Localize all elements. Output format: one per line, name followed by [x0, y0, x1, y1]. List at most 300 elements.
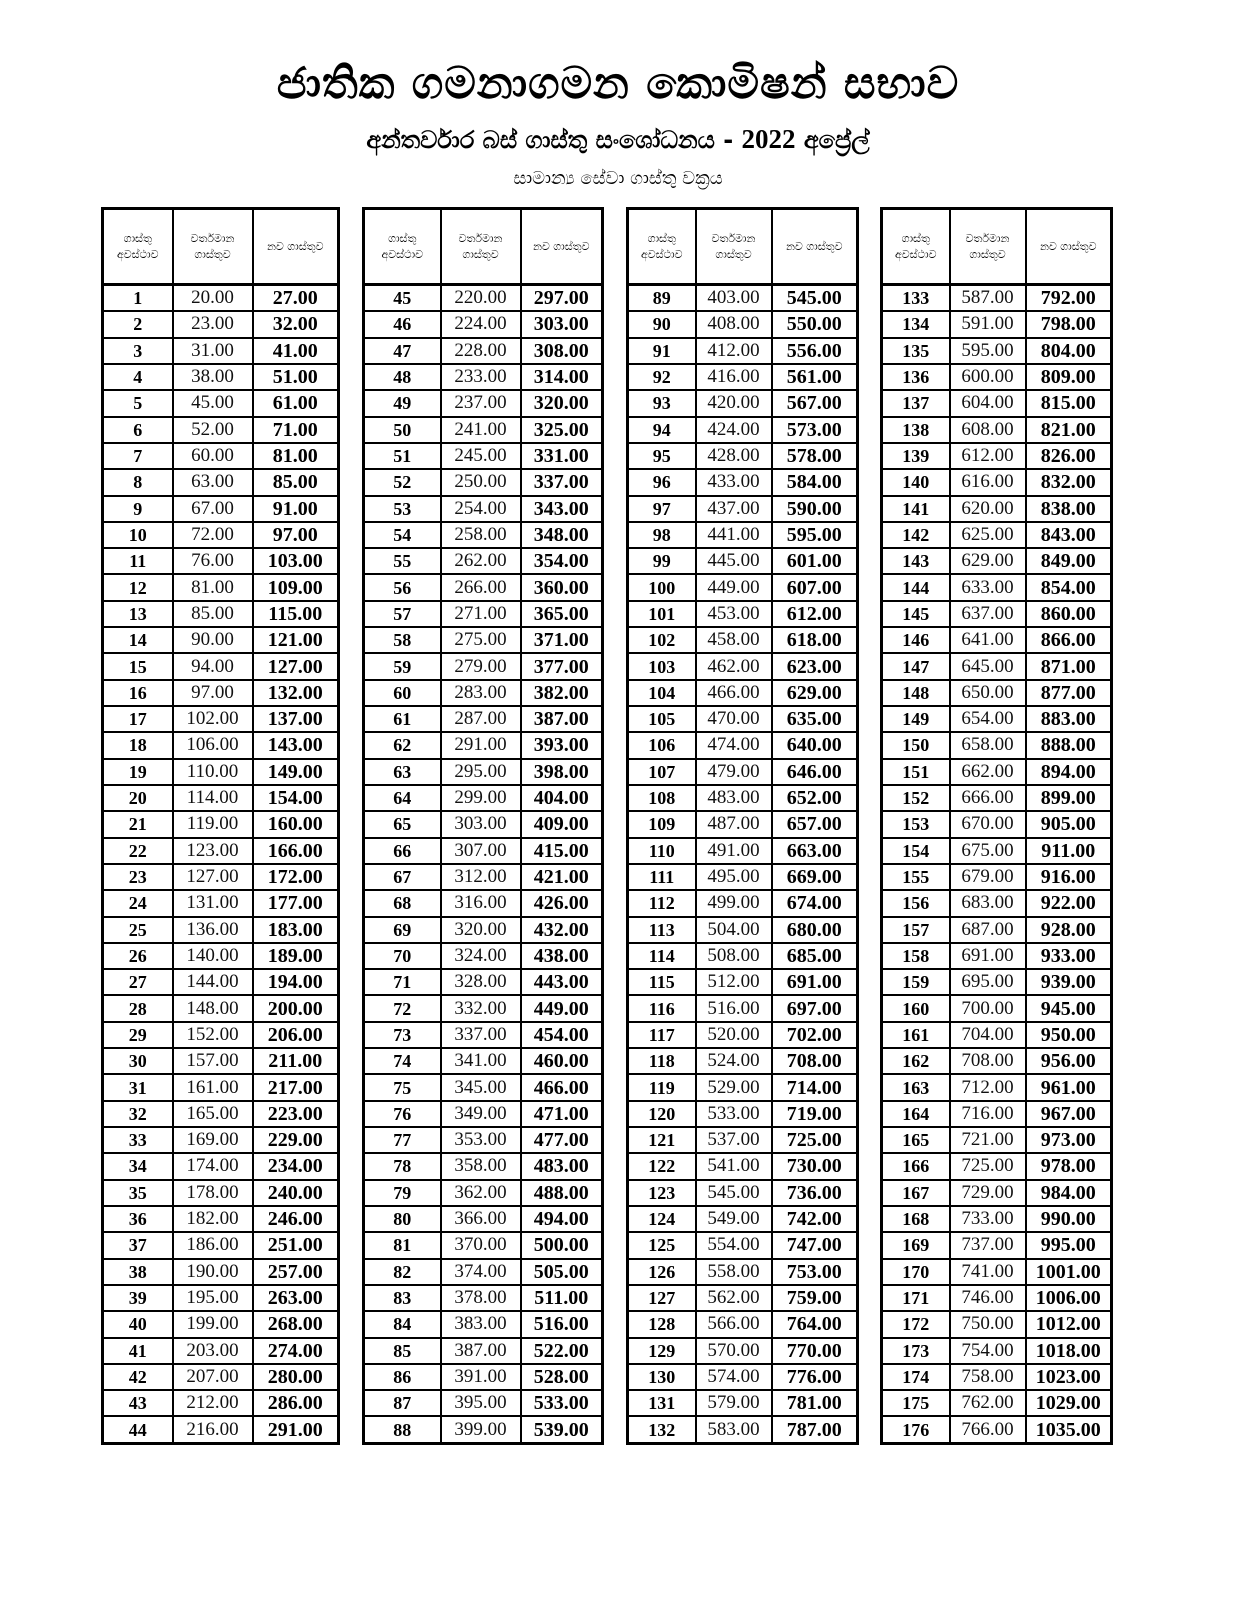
new-fare-cell: 798.00: [1026, 311, 1112, 337]
table-row: [103, 706, 339, 732]
current-fare-cell: 320.00: [441, 917, 521, 943]
fare-stage-cell: 108: [628, 785, 696, 811]
table-row: [628, 627, 858, 653]
table-row: [103, 1022, 339, 1048]
new-fare-cell: 623.00: [772, 653, 858, 679]
current-fare-cell: 245.00: [441, 443, 521, 469]
table-row: [628, 917, 858, 943]
new-fare-cell: 601.00: [772, 548, 858, 574]
current-fare-cell: 600.00: [950, 364, 1026, 390]
new-fare-cell: 595.00: [772, 522, 858, 548]
new-fare-cell: 1018.00: [1026, 1338, 1112, 1364]
new-fare-cell: 612.00: [772, 601, 858, 627]
current-fare-cell: 533.00: [696, 1101, 772, 1127]
current-fare-cell: 504.00: [696, 917, 772, 943]
new-fare-cell: 257.00: [253, 1259, 339, 1285]
new-fare-cell: 263.00: [253, 1285, 339, 1311]
new-fare-cell: 229.00: [253, 1127, 339, 1153]
new-fare-cell: 708.00: [772, 1048, 858, 1074]
fare-stage-cell: 13: [103, 601, 173, 627]
fare-stage-cell: 129: [628, 1338, 696, 1364]
table-row: [882, 311, 1112, 337]
new-fare-cell: 854.00: [1026, 574, 1112, 600]
fare-stage-cell: 157: [882, 917, 950, 943]
current-fare-cell: 233.00: [441, 364, 521, 390]
current-fare-cell: 85.00: [173, 601, 253, 627]
table-row: [628, 785, 858, 811]
fare-stage-cell: 142: [882, 522, 950, 548]
fare-stage-cell: 78: [364, 1153, 441, 1179]
new-fare-cell: 166.00: [253, 838, 339, 864]
fare-stage-cell: 58: [364, 627, 441, 653]
table-row: [882, 1206, 1112, 1232]
fare-stage-cell: 112: [628, 890, 696, 916]
new-fare-cell: 1029.00: [1026, 1390, 1112, 1416]
new-fare-cell: 781.00: [772, 1390, 858, 1416]
column-header-stage: ගාස්තු අවස්ථාව: [628, 209, 696, 285]
current-fare-cell: 495.00: [696, 864, 772, 890]
table-row: [103, 364, 339, 390]
new-fare-cell: 505.00: [521, 1259, 603, 1285]
current-fare-cell: 148.00: [173, 995, 253, 1021]
current-fare-cell: 190.00: [173, 1259, 253, 1285]
fare-stage-cell: 98: [628, 522, 696, 548]
new-fare-cell: 494.00: [521, 1206, 603, 1232]
table-row: [103, 574, 339, 600]
current-fare-cell: 462.00: [696, 653, 772, 679]
fare-stage-cell: 96: [628, 469, 696, 495]
fare-stage-cell: 95: [628, 443, 696, 469]
current-fare-cell: 662.00: [950, 759, 1026, 785]
current-fare-cell: 733.00: [950, 1206, 1026, 1232]
new-fare-cell: 365.00: [521, 601, 603, 627]
table-row: [628, 680, 858, 706]
table-row: [628, 364, 858, 390]
fare-table: [362, 207, 604, 1445]
new-fare-cell: 320.00: [521, 390, 603, 416]
table-row: [882, 1259, 1112, 1285]
current-fare-cell: 549.00: [696, 1206, 772, 1232]
current-fare-cell: 620.00: [950, 496, 1026, 522]
fare-stage-cell: 160: [882, 995, 950, 1021]
current-fare-cell: 60.00: [173, 443, 253, 469]
fare-stage-cell: 21: [103, 811, 173, 837]
new-fare-cell: 454.00: [521, 1022, 603, 1048]
current-fare-cell: 20.00: [173, 285, 253, 312]
current-fare-cell: 258.00: [441, 522, 521, 548]
fare-stage-cell: 162: [882, 1048, 950, 1074]
table-row: [628, 601, 858, 627]
new-fare-cell: 337.00: [521, 469, 603, 495]
table-row: [628, 1074, 858, 1100]
table-row: [882, 1048, 1112, 1074]
current-fare-cell: 750.00: [950, 1311, 1026, 1337]
current-fare-cell: 741.00: [950, 1259, 1026, 1285]
new-fare-cell: 121.00: [253, 627, 339, 653]
table-row: [882, 785, 1112, 811]
current-fare-cell: 529.00: [696, 1074, 772, 1100]
table-row: [628, 1338, 858, 1364]
fare-stage-cell: 172: [882, 1311, 950, 1337]
new-fare-cell: 377.00: [521, 653, 603, 679]
new-fare-cell: 97.00: [253, 522, 339, 548]
fare-stage-cell: 119: [628, 1074, 696, 1100]
fare-stage-cell: 137: [882, 390, 950, 416]
current-fare-cell: 746.00: [950, 1285, 1026, 1311]
new-fare-cell: 206.00: [253, 1022, 339, 1048]
current-fare-cell: 604.00: [950, 390, 1026, 416]
fare-stage-cell: 170: [882, 1259, 950, 1285]
fare-stage-cell: 159: [882, 969, 950, 995]
new-fare-cell: 477.00: [521, 1127, 603, 1153]
table-row: [882, 969, 1112, 995]
current-fare-cell: 654.00: [950, 706, 1026, 732]
new-fare-cell: 314.00: [521, 364, 603, 390]
current-fare-cell: 491.00: [696, 838, 772, 864]
current-fare-cell: 127.00: [173, 864, 253, 890]
column-header-current-fare: වර්තමාන ගාස්තුව: [696, 209, 772, 285]
new-fare-cell: 268.00: [253, 1311, 339, 1337]
fare-stage-cell: 124: [628, 1206, 696, 1232]
current-fare-cell: 250.00: [441, 469, 521, 495]
fare-stage-cell: 130: [628, 1364, 696, 1390]
current-fare-cell: 612.00: [950, 443, 1026, 469]
fare-stage-cell: 57: [364, 601, 441, 627]
table-row: [364, 496, 603, 522]
fare-stage-cell: 176: [882, 1416, 950, 1443]
table-row: [628, 574, 858, 600]
fare-stage-cell: 127: [628, 1285, 696, 1311]
new-fare-cell: 438.00: [521, 943, 603, 969]
fare-stage-cell: 91: [628, 338, 696, 364]
fare-stage-cell: 161: [882, 1022, 950, 1048]
table-row: [882, 469, 1112, 495]
current-fare-cell: 737.00: [950, 1232, 1026, 1258]
new-fare-cell: 945.00: [1026, 995, 1112, 1021]
current-fare-cell: 157.00: [173, 1048, 253, 1074]
table-row: [882, 1232, 1112, 1258]
new-fare-cell: 115.00: [253, 601, 339, 627]
current-fare-cell: 679.00: [950, 864, 1026, 890]
new-fare-cell: 815.00: [1026, 390, 1112, 416]
current-fare-cell: 420.00: [696, 390, 772, 416]
table-row: [628, 1153, 858, 1179]
table-row: [628, 943, 858, 969]
current-fare-cell: 633.00: [950, 574, 1026, 600]
current-fare-cell: 675.00: [950, 838, 1026, 864]
fare-stage-cell: 10: [103, 522, 173, 548]
new-fare-cell: 387.00: [521, 706, 603, 732]
subtitle-prefix: අන්තර්වාර බස් ගාස්තු සංශෝධනය -: [366, 126, 742, 154]
current-fare-cell: 483.00: [696, 785, 772, 811]
new-fare-cell: 274.00: [253, 1338, 339, 1364]
fare-stage-cell: 109: [628, 811, 696, 837]
new-fare-cell: 331.00: [521, 443, 603, 469]
fare-stage-cell: 15: [103, 653, 173, 679]
table-row: [628, 1101, 858, 1127]
fare-stage-cell: 33: [103, 1127, 173, 1153]
table-row: [628, 1048, 858, 1074]
current-fare-cell: 704.00: [950, 1022, 1026, 1048]
new-fare-cell: 41.00: [253, 338, 339, 364]
table-row: [628, 1259, 858, 1285]
new-fare-cell: 91.00: [253, 496, 339, 522]
table-row: [882, 285, 1112, 312]
new-fare-cell: 742.00: [772, 1206, 858, 1232]
table-row: [364, 1127, 603, 1153]
fare-stage-cell: 52: [364, 469, 441, 495]
new-fare-cell: 371.00: [521, 627, 603, 653]
new-fare-cell: 1012.00: [1026, 1311, 1112, 1337]
fare-stage-cell: 155: [882, 864, 950, 890]
new-fare-cell: 354.00: [521, 548, 603, 574]
current-fare-cell: 766.00: [950, 1416, 1026, 1443]
fare-stage-cell: 97: [628, 496, 696, 522]
current-fare-cell: 683.00: [950, 890, 1026, 916]
current-fare-cell: 695.00: [950, 969, 1026, 995]
fare-stage-cell: 175: [882, 1390, 950, 1416]
current-fare-cell: 254.00: [441, 496, 521, 522]
new-fare-cell: 578.00: [772, 443, 858, 469]
table-row: [103, 1153, 339, 1179]
fare-stage-cell: 145: [882, 601, 950, 627]
current-fare-cell: 725.00: [950, 1153, 1026, 1179]
current-fare-cell: 449.00: [696, 574, 772, 600]
new-fare-cell: 905.00: [1026, 811, 1112, 837]
table-row: [364, 1101, 603, 1127]
table-row: [882, 1285, 1112, 1311]
fare-table: [626, 207, 859, 1445]
new-fare-cell: 27.00: [253, 285, 339, 312]
new-fare-cell: 432.00: [521, 917, 603, 943]
new-fare-cell: 528.00: [521, 1364, 603, 1390]
fare-stage-cell: 32: [103, 1101, 173, 1127]
current-fare-cell: 608.00: [950, 417, 1026, 443]
table-row: [882, 811, 1112, 837]
current-fare-cell: 470.00: [696, 706, 772, 732]
fare-stage-cell: 83: [364, 1285, 441, 1311]
new-fare-cell: 821.00: [1026, 417, 1112, 443]
current-fare-cell: 312.00: [441, 864, 521, 890]
table-row: [364, 1180, 603, 1206]
table-row: [103, 417, 339, 443]
new-fare-cell: 950.00: [1026, 1022, 1112, 1048]
new-fare-cell: 51.00: [253, 364, 339, 390]
new-fare-cell: 466.00: [521, 1074, 603, 1100]
current-fare-cell: 378.00: [441, 1285, 521, 1311]
table-row: [882, 943, 1112, 969]
new-fare-cell: 719.00: [772, 1101, 858, 1127]
fare-stage-cell: 94: [628, 417, 696, 443]
table-row: [103, 548, 339, 574]
current-fare-cell: 291.00: [441, 732, 521, 758]
fare-stage-cell: 23: [103, 864, 173, 890]
current-fare-cell: 579.00: [696, 1390, 772, 1416]
current-fare-cell: 387.00: [441, 1338, 521, 1364]
table-row: [103, 680, 339, 706]
fare-stage-cell: 81: [364, 1232, 441, 1258]
table-row: [628, 338, 858, 364]
table-row: [103, 759, 339, 785]
fare-stage-cell: 36: [103, 1206, 173, 1232]
new-fare-cell: 776.00: [772, 1364, 858, 1390]
fare-stage-cell: 153: [882, 811, 950, 837]
table-row: [364, 969, 603, 995]
current-fare-cell: 110.00: [173, 759, 253, 785]
current-fare-cell: 275.00: [441, 627, 521, 653]
new-fare-cell: 652.00: [772, 785, 858, 811]
current-fare-cell: 520.00: [696, 1022, 772, 1048]
new-fare-cell: 393.00: [521, 732, 603, 758]
new-fare-cell: 246.00: [253, 1206, 339, 1232]
fare-stage-cell: 144: [882, 574, 950, 600]
current-fare-cell: 307.00: [441, 838, 521, 864]
table-row: [103, 1338, 339, 1364]
fare-stage-cell: 46: [364, 311, 441, 337]
current-fare-cell: 106.00: [173, 732, 253, 758]
fare-stage-cell: 54: [364, 522, 441, 548]
new-fare-cell: 404.00: [521, 785, 603, 811]
fare-stage-cell: 80: [364, 1206, 441, 1232]
fare-stage-cell: 121: [628, 1127, 696, 1153]
new-fare-cell: 556.00: [772, 338, 858, 364]
fare-stage-cell: 19: [103, 759, 173, 785]
fare-stage-cell: 71: [364, 969, 441, 995]
table-row: [364, 627, 603, 653]
new-fare-cell: 127.00: [253, 653, 339, 679]
table-row: [364, 1048, 603, 1074]
current-fare-cell: 271.00: [441, 601, 521, 627]
table-row: [103, 943, 339, 969]
new-fare-cell: 522.00: [521, 1338, 603, 1364]
new-fare-cell: 922.00: [1026, 890, 1112, 916]
fare-stage-cell: 18: [103, 732, 173, 758]
new-fare-cell: 832.00: [1026, 469, 1112, 495]
current-fare-cell: 637.00: [950, 601, 1026, 627]
table-row: [103, 1390, 339, 1416]
new-fare-cell: 680.00: [772, 917, 858, 943]
current-fare-cell: 178.00: [173, 1180, 253, 1206]
fare-stage-cell: 8: [103, 469, 173, 495]
current-fare-cell: 123.00: [173, 838, 253, 864]
new-fare-cell: 567.00: [772, 390, 858, 416]
current-fare-cell: 408.00: [696, 311, 772, 337]
new-fare-cell: 995.00: [1026, 1232, 1112, 1258]
table-row: [628, 890, 858, 916]
fare-stage-cell: 68: [364, 890, 441, 916]
fare-stage-cell: 16: [103, 680, 173, 706]
table-row: [103, 496, 339, 522]
fare-stage-cell: 114: [628, 943, 696, 969]
table-row: [882, 1338, 1112, 1364]
table-row: [103, 653, 339, 679]
new-fare-cell: 443.00: [521, 969, 603, 995]
table-row: [103, 1127, 339, 1153]
fare-stage-cell: 149: [882, 706, 950, 732]
table-row: [628, 1311, 858, 1337]
new-fare-cell: 990.00: [1026, 1206, 1112, 1232]
current-fare-cell: 144.00: [173, 969, 253, 995]
table-row: [364, 285, 603, 312]
table-row: [103, 338, 339, 364]
fare-stage-cell: 29: [103, 1022, 173, 1048]
current-fare-cell: 591.00: [950, 311, 1026, 337]
new-fare-cell: 308.00: [521, 338, 603, 364]
table-row: [628, 417, 858, 443]
table-row: [364, 785, 603, 811]
new-fare-cell: 398.00: [521, 759, 603, 785]
current-fare-cell: 216.00: [173, 1416, 253, 1443]
fare-stage-cell: 126: [628, 1259, 696, 1285]
table-row: [103, 995, 339, 1021]
new-fare-cell: 382.00: [521, 680, 603, 706]
table-row: [103, 890, 339, 916]
fare-stage-cell: 37: [103, 1232, 173, 1258]
current-fare-cell: 23.00: [173, 311, 253, 337]
table-row: [882, 1127, 1112, 1153]
current-fare-cell: 45.00: [173, 390, 253, 416]
fare-stage-cell: 48: [364, 364, 441, 390]
table-row: [628, 969, 858, 995]
table-row: [103, 1311, 339, 1337]
new-fare-cell: 877.00: [1026, 680, 1112, 706]
new-fare-cell: 421.00: [521, 864, 603, 890]
table-row: [103, 1206, 339, 1232]
fare-stage-cell: 156: [882, 890, 950, 916]
fare-stage-cell: 173: [882, 1338, 950, 1364]
current-fare-cell: 437.00: [696, 496, 772, 522]
fare-stage-cell: 89: [628, 285, 696, 312]
current-fare-cell: 207.00: [173, 1364, 253, 1390]
fare-stage-cell: 42: [103, 1364, 173, 1390]
fare-stage-cell: 122: [628, 1153, 696, 1179]
fare-stage-cell: 136: [882, 364, 950, 390]
table-row: [882, 443, 1112, 469]
table-row: [364, 338, 603, 364]
fare-stage-cell: 86: [364, 1364, 441, 1390]
table-row: [882, 1180, 1112, 1206]
table-row: [882, 1390, 1112, 1416]
fare-stage-cell: 169: [882, 1232, 950, 1258]
fare-stage-cell: 49: [364, 390, 441, 416]
fare-stage-cell: 141: [882, 496, 950, 522]
current-fare-cell: 558.00: [696, 1259, 772, 1285]
current-fare-cell: 169.00: [173, 1127, 253, 1153]
table-row: [882, 890, 1112, 916]
fare-stage-cell: 99: [628, 548, 696, 574]
fare-stage-cell: 107: [628, 759, 696, 785]
table-row: [628, 811, 858, 837]
new-fare-cell: 697.00: [772, 995, 858, 1021]
new-fare-cell: 223.00: [253, 1101, 339, 1127]
table-row: [628, 285, 858, 312]
fare-stage-cell: 138: [882, 417, 950, 443]
fare-stage-cell: 148: [882, 680, 950, 706]
new-fare-cell: 516.00: [521, 1311, 603, 1337]
table-row: [628, 1285, 858, 1311]
current-fare-cell: 587.00: [950, 285, 1026, 312]
new-fare-cell: 916.00: [1026, 864, 1112, 890]
fare-stage-cell: 174: [882, 1364, 950, 1390]
current-fare-cell: 161.00: [173, 1074, 253, 1100]
current-fare-cell: 241.00: [441, 417, 521, 443]
current-fare-cell: 399.00: [441, 1416, 521, 1443]
fare-table: [101, 207, 340, 1445]
new-fare-cell: 635.00: [772, 706, 858, 732]
fare-stage-cell: 4: [103, 364, 173, 390]
new-fare-cell: 843.00: [1026, 522, 1112, 548]
new-fare-cell: 714.00: [772, 1074, 858, 1100]
